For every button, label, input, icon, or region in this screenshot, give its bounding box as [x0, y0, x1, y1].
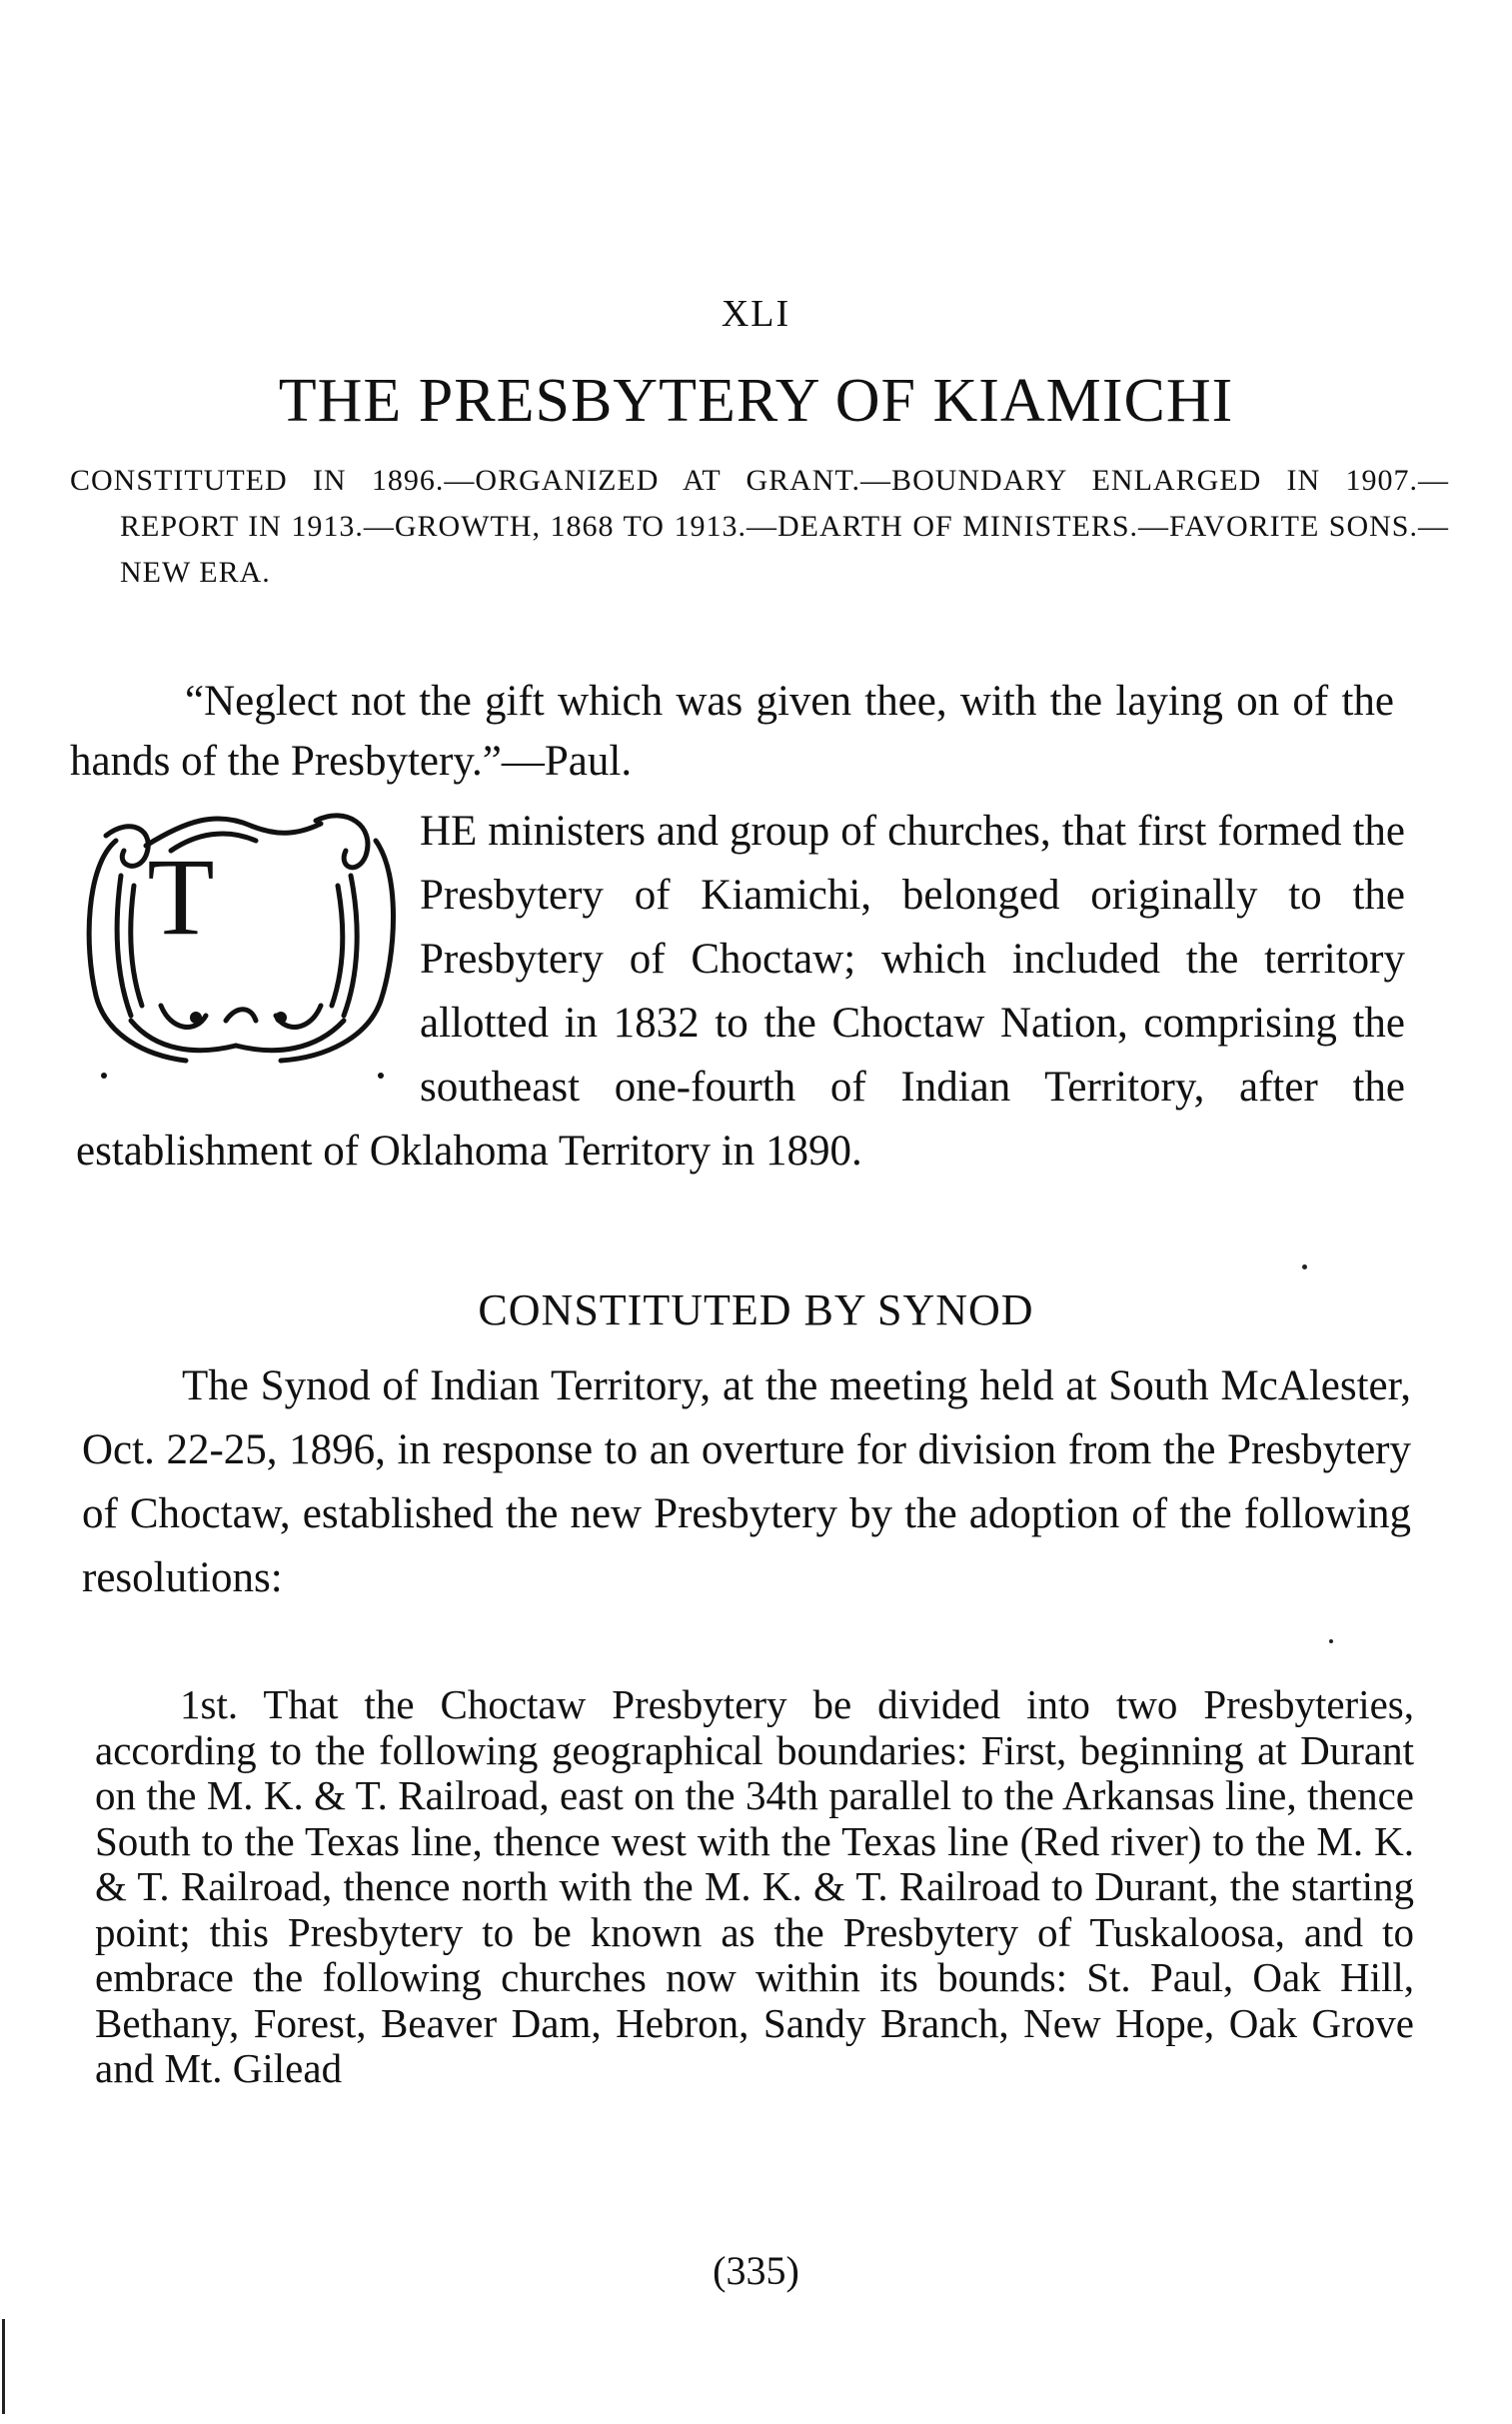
- print-speck: [1302, 1264, 1307, 1269]
- chapter-title: THE PRESBYTERY OF KIAMICHI: [278, 367, 1234, 435]
- chapter-number: XLI: [721, 293, 791, 335]
- section-heading: CONSTITUTED BY SYNOD: [478, 1285, 1034, 1334]
- print-speck: [1329, 1639, 1333, 1643]
- resolution-paragraph: 1st. That the Choctaw Presbytery be divided into two Presbyteries, according to the following geographical boundaries: First, beginning at Durant on the M. K. & T. Railroad, east on the 34th parallel to the Arkansas line, thence South to the Texas line, thence west with the Texas line (Red river) to the M. K. & T. Railroad, thence north with the M. K. & T. Railroad to Durant, the starting point; this Presbytery to be known as the Presbytery of Tuskaloosa, and to embrace the following churches now within its bounds: St. Paul, Oak Hill, Bethany, Forest, Beaver Dam, Hebron, Sandy Branch, New Hope, Oak Grove and Mt. Gilead: [95, 1681, 1414, 2091]
- chapter-summary: CONSTITUTED IN 1896.—ORGANIZED AT GRANT.—BOUNDARY ENLARGED IN 1907.—REPORT IN 1913.—GROWTH, 1868 TO 1913.—DEARTH OF MINISTERS.—FAVORITE SONS.—NEW ERA.: [70, 464, 1449, 589]
- page-number: (335): [713, 2248, 799, 2293]
- margin-mark: [2, 2319, 5, 2414]
- epigraph-quote: “Neglect not the gift which was given thee, with the laying on of the hands of the Presbytery.”—Paul.: [70, 678, 1394, 785]
- opening-paragraph: [76, 800, 1405, 1184]
- dropcap: [76, 806, 406, 1081]
- dropcap-letter: T: [147, 836, 215, 958]
- synod-paragraph: The Synod of Indian Territory, at the meeting held at South McAlester, Oct. 22-25, 1896, in response to an overture for division from the Presbytery of Choctaw, established the new Presbytery by the adoption of the following resolutions:: [82, 1362, 1411, 1601]
- opening-text: HE ministers and group of churches, that first formed the Presbytery of Kiamichi, belonged originally to the Presbytery of Choctaw; which included the territory allotted in 1832 to the Choctaw Nation, comprising the southeast one-fourth of Indian Territory, after the establishment of Oklahoma Territory in 1890.: [76, 808, 1405, 1175]
